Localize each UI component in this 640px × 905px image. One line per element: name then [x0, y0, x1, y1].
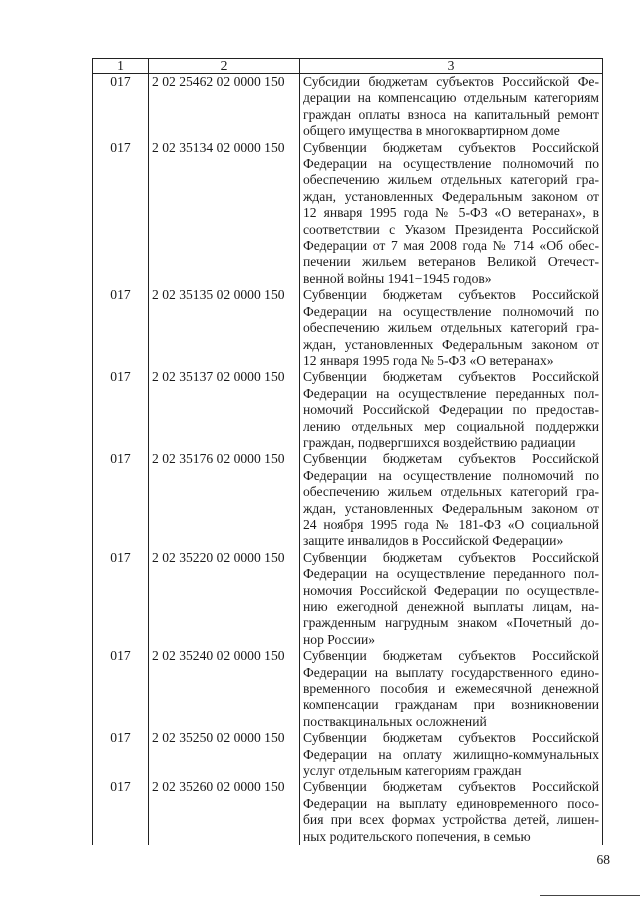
revenue-name-line: печении жильем ветеранов Великой Отечест-	[303, 254, 599, 270]
revenue-name-cell	[300, 74, 603, 140]
table-row	[93, 287, 603, 369]
table-row	[93, 451, 603, 549]
revenue-name-line: временного пособия и ежемесячной денежной	[303, 681, 599, 697]
revenue-name-line: Федерации на осуществление полномочий по	[303, 303, 599, 319]
budget-code-cell: 2 02 25462 02 0000 150	[149, 74, 300, 140]
revenue-name-line: Федерации на осуществление переданных пол-	[303, 385, 599, 401]
revenue-name-line: Федерации на оплату жилищно-коммунальных	[303, 746, 599, 762]
revenue-name-line: Субвенции бюджетам субъектов Российской	[303, 549, 599, 565]
admin-code-cell: 017	[93, 550, 149, 648]
revenue-name-line: Федерации на осуществление переданного пол-	[303, 566, 599, 582]
revenue-name-line: Субсидии бюджетам субъектов Российской Фе-	[303, 74, 599, 89]
budget-code-cell: 2 02 35250 02 0000 150	[149, 730, 300, 779]
column-header-2: 2	[149, 59, 300, 74]
revenue-name-line: обеспечению жильем отдельных категорий гра-	[303, 172, 599, 188]
admin-code-cell: 017	[93, 451, 149, 549]
revenue-name-line: номочия Российской Федерации по осуществле-	[303, 582, 599, 598]
revenue-name-line: нию ежегодной денежной выплаты лицам, на-	[303, 599, 599, 614]
revenue-name-cell	[300, 730, 603, 779]
revenue-name-line: компенсации гражданам при возникновении	[303, 697, 599, 713]
table-row	[93, 369, 603, 451]
revenue-name-line: Субвенции бюджетам субъектов Российской	[303, 779, 599, 795]
table-row	[93, 648, 603, 730]
revenue-name-line: услуг отдельным категориям граждан	[303, 763, 522, 779]
table-header-row	[93, 59, 603, 74]
revenue-name-line: дерации на компенсацию отдельным категориям	[303, 90, 599, 106]
table-row	[93, 730, 603, 779]
revenue-name-line: ждан, установленных Федеральным законом от	[303, 336, 599, 352]
budget-classification-table	[92, 58, 603, 845]
revenue-name-line: Субвенции бюджетам субъектов Российской	[303, 139, 599, 155]
revenue-name-cell	[300, 451, 603, 549]
revenue-name-line: Субвенции бюджетам субъектов Российской	[303, 369, 599, 385]
revenue-name-line: соответствии с Указом Президента Российской	[303, 221, 599, 237]
revenue-name-line: 12 января 1995 года № 5-ФЗ «О ветеранах», в	[303, 205, 599, 221]
admin-code-cell: 017	[93, 140, 149, 288]
table-row	[93, 140, 603, 288]
revenue-name-line: Федерации на осуществление полномочий по	[303, 156, 599, 172]
budget-code-cell: 2 02 35220 02 0000 150	[149, 550, 300, 648]
admin-code-cell: 017	[93, 730, 149, 779]
revenue-name-cell	[300, 648, 603, 730]
revenue-name-cell	[300, 550, 603, 648]
revenue-name-cell	[300, 140, 603, 288]
revenue-name-line: Федерации на осуществление полномочий по	[303, 467, 599, 483]
revenue-name-line: ных родительского попечения, в семью	[303, 828, 531, 844]
column-header-1: 1	[93, 59, 149, 74]
table-row	[93, 74, 603, 140]
table-row	[93, 779, 603, 845]
budget-code-cell: 2 02 35135 02 0000 150	[149, 287, 300, 369]
page-number: 68	[596, 852, 610, 867]
budget-code-cell: 2 02 35134 02 0000 150	[149, 140, 300, 288]
revenue-name-line: лению отдельных мер социальной поддержки	[303, 418, 599, 434]
revenue-name-line: обеспечению жильем отдельных категорий гра-	[303, 320, 599, 336]
admin-code-cell: 017	[93, 369, 149, 451]
revenue-name-line: ждан, установленных Федеральным законом от	[303, 500, 599, 516]
revenue-name-line: гражденным нагрудным знаком «Почетный до-	[303, 615, 599, 631]
revenue-name-line: 24 ноября 1995 года № 181-ФЗ «О социальной	[303, 516, 599, 532]
admin-code-cell: 017	[93, 287, 149, 369]
revenue-name-line: Субвенции бюджетам субъектов Российской	[303, 730, 599, 746]
revenue-name-line: Субвенции бюджетам субъектов Российской	[303, 451, 599, 467]
revenue-name-line: защите инвалидов в Российской Федерации»	[303, 533, 564, 549]
budget-code-cell: 2 02 35176 02 0000 150	[149, 451, 300, 549]
revenue-name-line: Субвенции бюджетам субъектов Российской	[303, 648, 599, 664]
revenue-name-cell	[300, 779, 603, 845]
revenue-name-line: нор России»	[303, 631, 376, 647]
revenue-name-line: общего имущества в многоквартирном доме	[303, 123, 560, 139]
admin-code-cell: 017	[93, 648, 149, 730]
revenue-name-line: бия при всех формах устройства детей, лишен-	[303, 812, 599, 828]
revenue-name-line: поствакцинальных осложнений	[303, 713, 487, 729]
revenue-name-line: Федерации на выплату единовременного посо-	[303, 795, 599, 811]
budget-code-cell: 2 02 35260 02 0000 150	[149, 779, 300, 845]
revenue-name-line: Федерации на выплату государственного едино-	[303, 664, 599, 680]
revenue-name-line: ждан, установленных Федеральным законом от	[303, 188, 599, 204]
admin-code-cell: 017	[93, 779, 149, 845]
revenue-name-line: Федерации от 7 мая 2008 года № 714 «Об обес-	[303, 238, 599, 254]
revenue-name-line: Субвенции бюджетам субъектов Российской	[303, 287, 599, 303]
admin-code-cell: 017	[93, 74, 149, 140]
table-row	[93, 550, 603, 648]
footer-rule	[540, 895, 640, 896]
revenue-name-line: обеспечению жильем отдельных категорий гра-	[303, 484, 599, 500]
budget-code-cell: 2 02 35240 02 0000 150	[149, 648, 300, 730]
budget-code-cell: 2 02 35137 02 0000 150	[149, 369, 300, 451]
revenue-name-line: граждан оплаты взноса на капитальный ремонт	[303, 106, 599, 122]
table-body	[93, 74, 603, 846]
revenue-name-line: номочий Российской Федерации по предостав-	[303, 402, 599, 418]
revenue-name-line: 12 января 1995 года № 5-ФЗ «О ветеранах»	[303, 352, 554, 368]
revenue-name-cell	[300, 287, 603, 369]
column-header-3: 3	[300, 59, 603, 74]
revenue-name-line: граждан, подвергшихся воздействию радиации	[303, 434, 576, 450]
revenue-name-cell	[300, 369, 603, 451]
revenue-name-line: венной войны 1941−1945 годов»	[303, 270, 492, 286]
